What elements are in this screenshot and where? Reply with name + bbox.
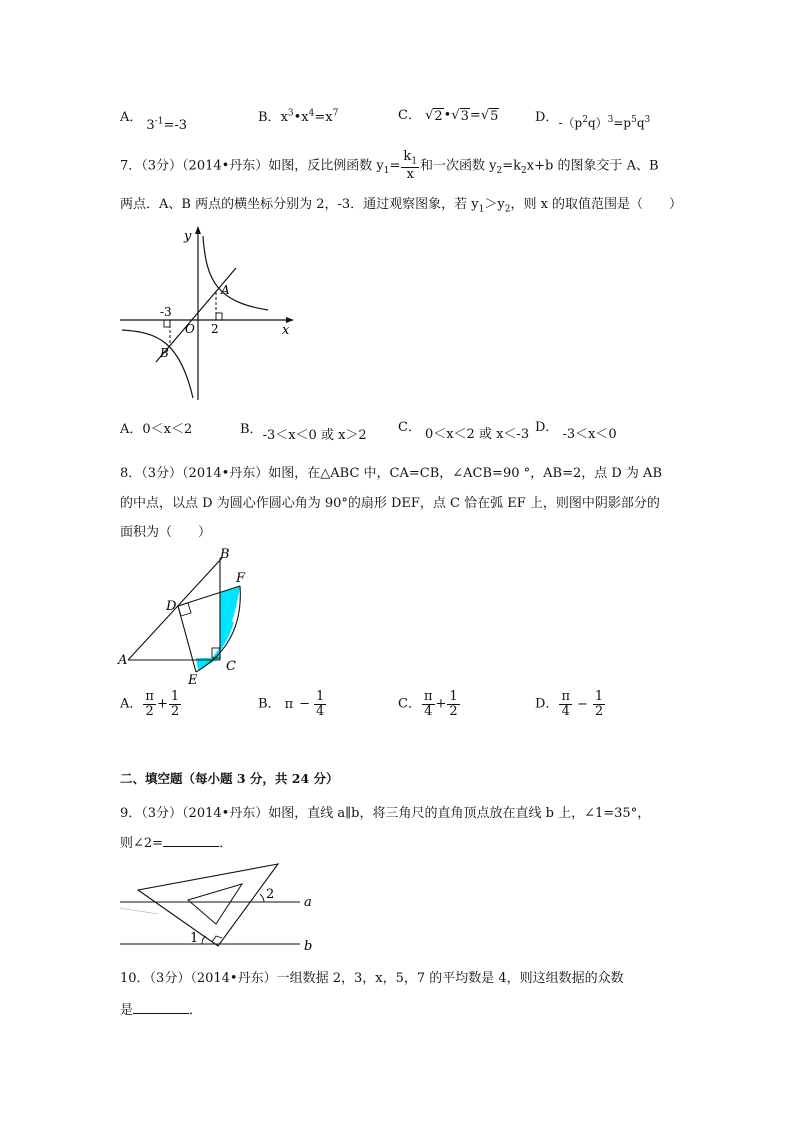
q8-option-c: C． $\frac{\pi}{4}$ + $\frac{1}{2}$ [398, 689, 458, 719]
q6-option-d: D．$-(p^2q)^3=p^5q^3$ [535, 110, 651, 130]
sqrt-5: √ 5 [480, 108, 499, 124]
label-c: C [226, 659, 236, 674]
point-a-label: A [221, 283, 230, 297]
hyperbola-branch-negative [122, 330, 193, 398]
x-axis-label: x [282, 323, 290, 338]
q8-geometry-figure [116, 544, 256, 686]
q6-option-c: C． √ 2 •√ 3 =√ 5 [398, 108, 499, 124]
q9-stem-line1: 9．（3分）（2014•丹东）如图，直线 a∥b，将三角尺的直角顶点放在直线 b 上，∠1=35°， [120, 806, 651, 821]
q7-option-a: A．0＜x＜2 [120, 422, 193, 437]
q9-stem-line2: 则∠2= ． [120, 836, 233, 851]
label-f: F [236, 571, 246, 586]
angle-1-label: 1 [190, 931, 199, 946]
tick-label-2: 2 [211, 322, 219, 336]
sqrt-2: √ 2 [425, 108, 443, 124]
hyperbola-branch-positive [203, 236, 268, 310]
origin-label: O [185, 322, 195, 336]
set-square-inner [188, 884, 242, 924]
label-e: E [188, 673, 198, 686]
right-angle-mark [212, 936, 222, 942]
right-angle-mark-b [164, 320, 170, 327]
angle-2-label: 2 [266, 887, 275, 902]
q8-stem-line2: 的中点，以点 D 为圆心作圆心角为 90°的扇形 DEF，点 C 恰在弧 EF 上，则图中阴影部分的 [120, 496, 660, 511]
q7-option-b: B．-3＜x＜0 或 x＞2 [240, 422, 367, 443]
section-2-title: 二、填空题（每小题 3 分，共 24 分） [120, 771, 339, 786]
y-axis-arrow-icon [195, 226, 201, 234]
q10-stem-line1: 10．（3分）（2014•丹东）一组数据 2，3，x，5，7 的平均数是 4，则这组数据的众数 [120, 971, 624, 986]
q7-stem-line1: 7．（3分）（2014•丹东）如图，反比例函数 $y_1=$ $\frac{k_1}{x}$ 和一次函数 $y_2=k_2x+b$ 的图象交于 A、B [120, 149, 659, 183]
line-b-label: b [304, 939, 313, 954]
line-a-label: a [304, 895, 312, 910]
label-d: D [166, 599, 177, 614]
answer-blank[interactable] [133, 1001, 189, 1014]
q10-stem-line2: 是 ． [120, 1003, 203, 1018]
right-angle-mark-d [178, 603, 191, 616]
q8-stem-line3: 面积为（ ） [120, 525, 212, 540]
q7-option-c: C． 0＜x＜2 或 x＜-3 [398, 420, 530, 442]
q8-stem-line1: 8．（3分）（2014•丹东）如图，在△ABC 中，CA=CB，∠ACB=90 °，AB=2，点 D 为 AB [120, 466, 662, 481]
q8-option-a: A． $\frac{\pi}{2}$ + $\frac{1}{2}$ [120, 689, 180, 719]
q8-option-b: B． π − $\frac{1}{4}$ [258, 689, 325, 719]
faint-line [120, 908, 158, 914]
label-a: A [118, 653, 128, 668]
sqrt-3: √ 3 [451, 108, 469, 124]
q9-parallel-lines-figure [118, 858, 318, 954]
q7-fraction: $\frac{k_1}{x}$ [403, 149, 418, 183]
answer-blank[interactable] [163, 834, 219, 847]
right-angle-mark-a [216, 313, 222, 320]
q7-stem-line2: 两点．A、B 两点的横坐标分别为 2，-3．通过观察图象，若 $y_1>y_2$，则 x 的取值范围是（ ） [120, 197, 683, 215]
set-square-outer [138, 864, 278, 946]
tick-label-neg3: -3 [160, 305, 172, 319]
q7-option-d: D． -3＜x＜0 [535, 420, 617, 442]
q6-option-b: B．$x^3•x^4=x^7$ [258, 108, 339, 125]
label-b: B [220, 547, 230, 562]
q6-option-a: A．$3^{-1}=-3$ [120, 110, 188, 133]
point-b-label: B [160, 346, 169, 360]
q7-graph-figure [118, 222, 298, 402]
angle-2-arc [260, 894, 264, 902]
q8-option-d: D． $\frac{\pi}{4}$ − $\frac{1}{2}$ [535, 689, 604, 719]
y-axis-label: y [184, 229, 192, 244]
